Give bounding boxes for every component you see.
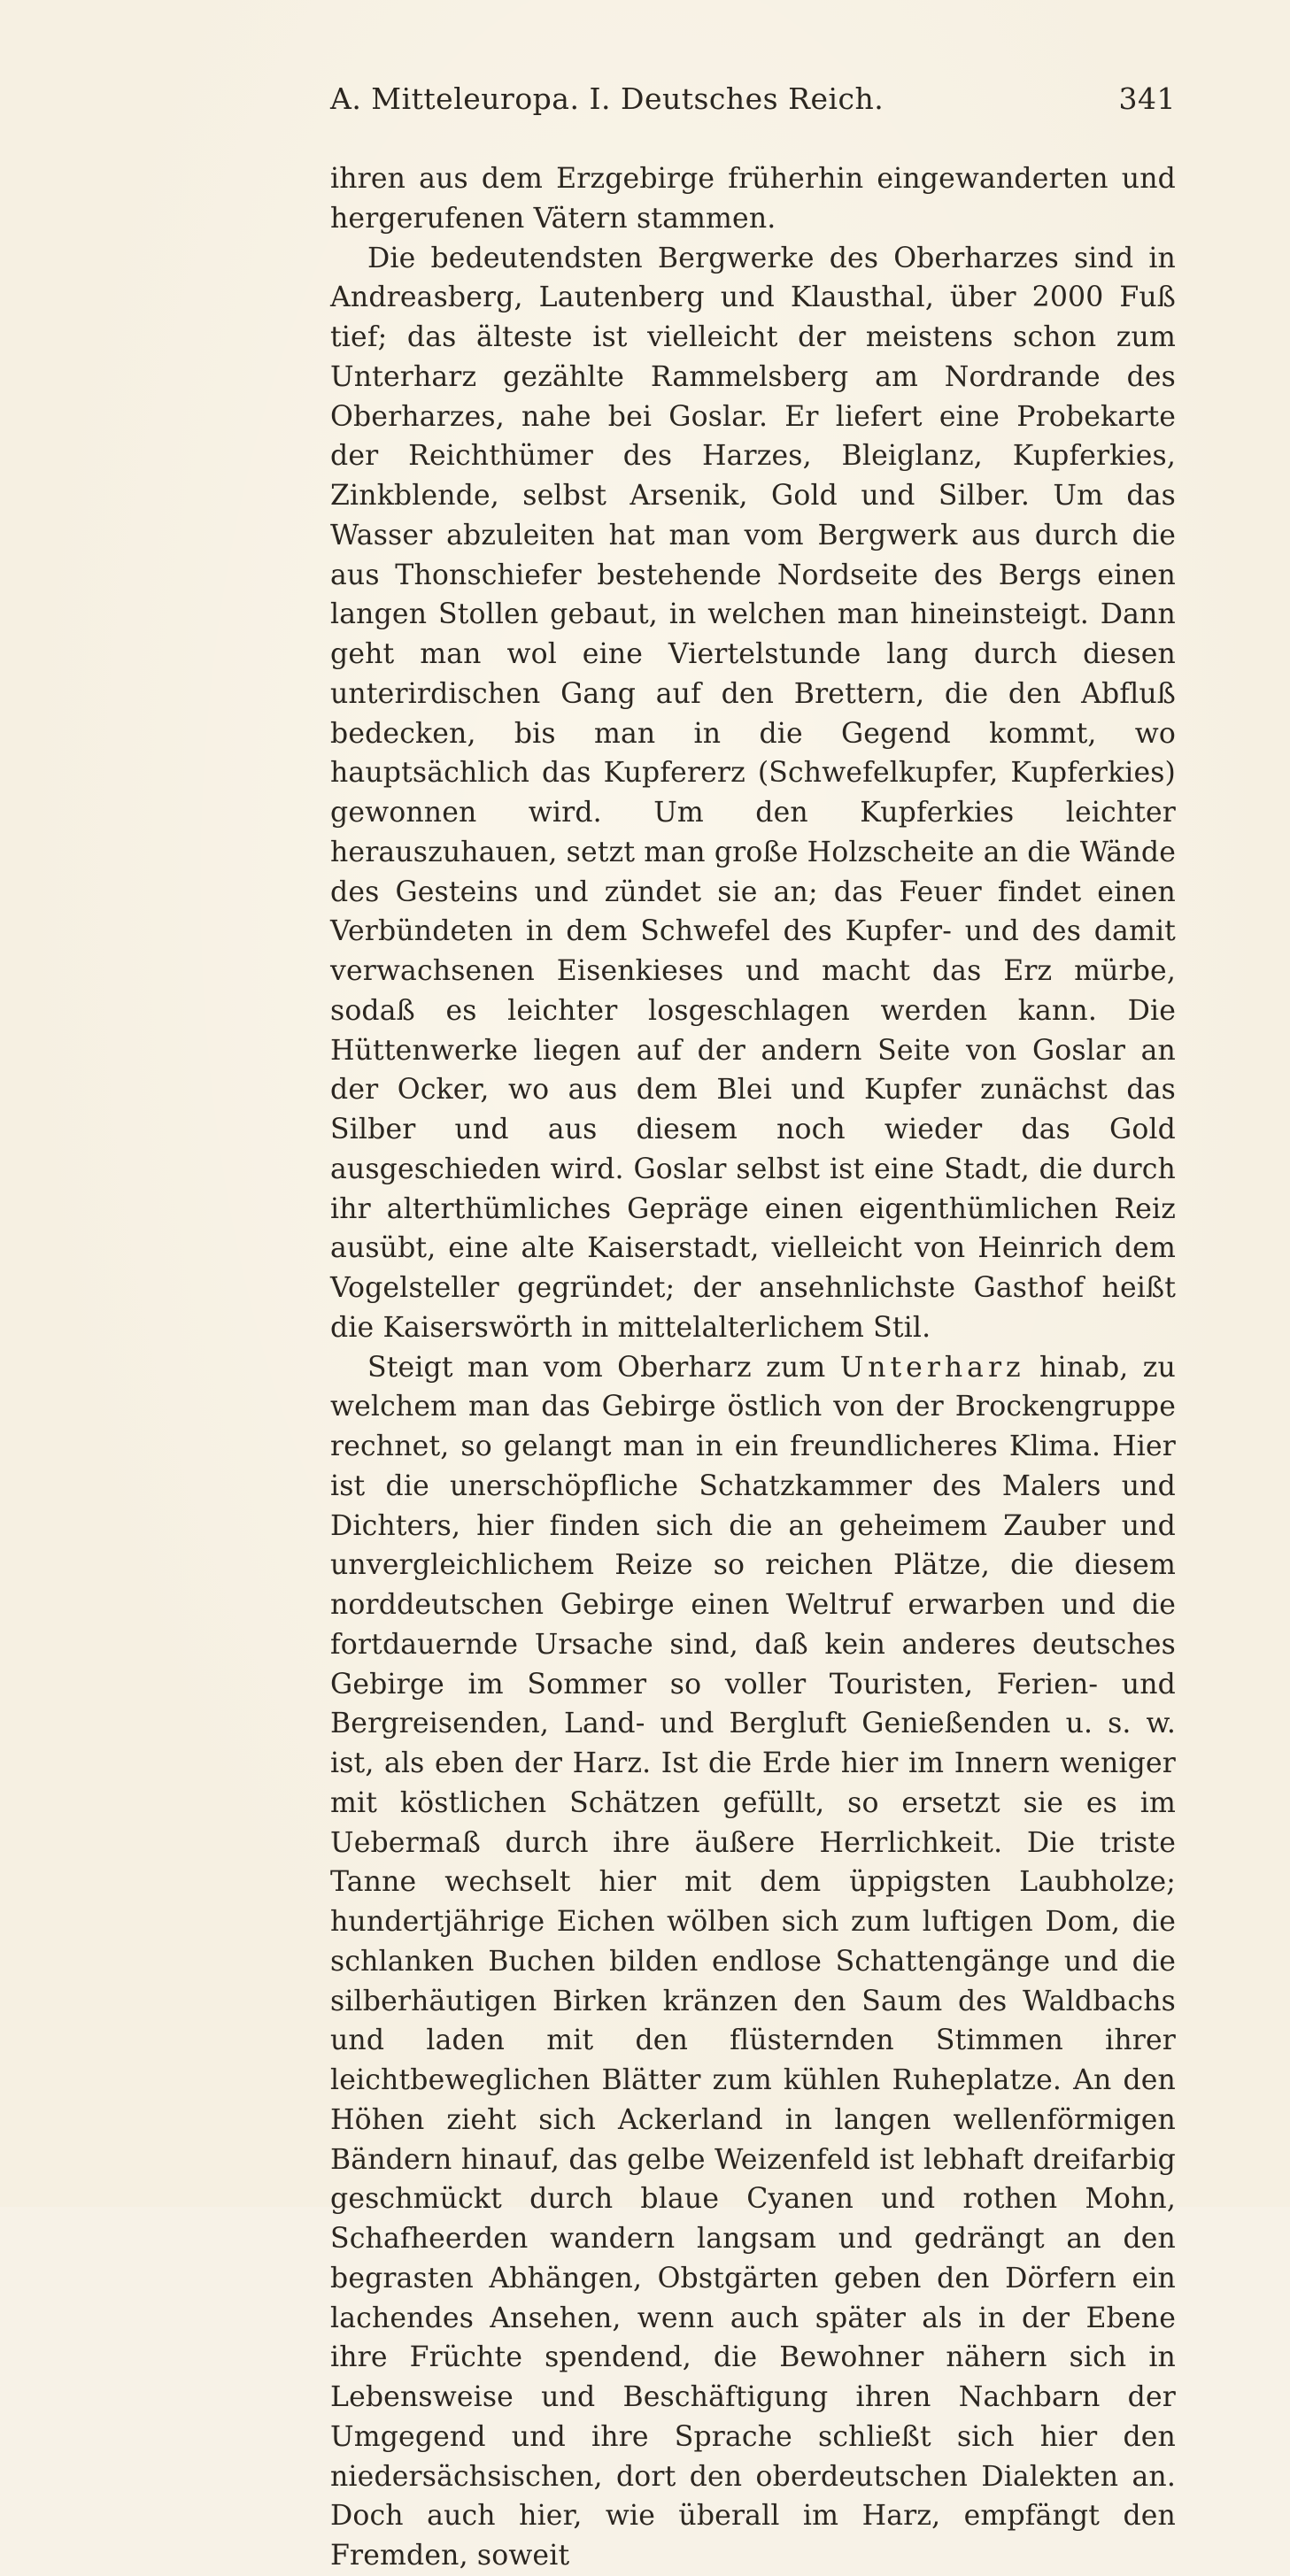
- running-title: A. Mitteleuropa. I. Deutsches Reich.: [330, 81, 884, 116]
- paragraph-2: Die bedeutendsten Bergwerke des Oberharzes sind in Andreasberg, Lautenberg und Klausthal, über 2000 Fuß tief; das älteste ist vielleicht der meistens schon zum Unterharz gezählte Rammelsberg am Nordrande des Oberharzes, nahe bei Goslar. Er liefert eine Probekarte der Reichthümer des Harzes, Bleiglanz, Kupferkies, Zinkblende, selbst Arsenik, Gold und Silber. Um das Wasser abzuleiten hat man vom Bergwerk aus durch die aus Thonschiefer bestehende Nordseite des Bergs einen langen Stollen gebaut, in welchen man hineinsteigt. Dann geht man wol eine Viertelstunde lang durch diesen unterirdischen Gang auf den Brettern, die den Abfluß bedecken, bis man in die Gegend kommt, wo hauptsächlich das Kupfererz (Schwefelkupfer, Kupferkies) gewonnen wird. Um den Kupferkies leichter herauszuhauen, setzt man große Holzscheite an die Wände des Gesteins und zündet sie an; das Feuer findet einen Verbündeten in dem Schwefel des Kupfer- und des damit verwachsenen Eisenkieses und macht das Erz mürbe, sodaß es leichter losgeschlagen werden kann. Die Hüttenwerke liegen auf der andern Seite von Goslar an der Ocker, wo aus dem Blei und Kupfer zunächst das Silber und aus diesem noch wieder das Gold ausgeschieden wird. Goslar selbst ist eine Stadt, die durch ihr alterthümliches Gepräge einen eigenthümlichen Reiz ausübt, eine alte Kaiserstadt, vielleicht von Heinrich dem Vogelsteller gegründet; der ansehnlichste Gasthof heißt die Kaiserswörth in mittelalterlichem Stil.: [330, 242, 1176, 1344]
- page-number: 341: [1118, 81, 1176, 116]
- paragraph-3-rest: hinab, zu welchem man das Gebirge östlich von der Brockengruppe rechnet, so gelangt man in ein freundlicheres Klima. Hier ist die unerschöpfliche Schatzkammer des Malers und Dichters, hier finden sich die an geheimem Zauber und unvergleichlichem Reize so reichen Plätze, die diesem norddeutschen Gebirge einen Weltruf erwarben und die fortdauernde Ursache sind, daß kein anderes deutsches Gebirge im Sommer so voller Touristen, Ferien- und Bergreisenden, Land- und Bergluft Genießenden u. s. w. ist, als eben der Harz. Ist die Erde hier im Innern weniger mit köstlichen Schätzen gefüllt, so ersetzt sie es im Uebermaß durch ihre äußere Herrlichkeit. Die triste Tanne wechselt hier mit dem üppigsten Laubholze; hundertjährige Eichen wölben sich zum luftigen Dom, die schlanken Buchen bilden endlose Schattengänge und die silberhäutigen Birken kränzen den Saum des Waldbachs und laden mit den flüsternden Stimmen ihrer leichtbeweglichen Blätter zum kühlen Ruheplatze. An den Höhen zieht sich Ackerland in langen wellenförmigen Bändern hinauf, das gelbe Weizenfeld ist lebhaft dreifarbig geschmückt durch blaue Cyanen und rothen Mohn, Schafheerden wandern langsam und gedrängt an den begrasten Abhängen, Obstgärten geben den Dörfern ein lachendes Ansehen, wenn auch später als in der Ebene ihre Früchte spendend, die Bewohner nähern sich in Lebensweise und Beschäftigung ihren Nachbarn der Umgegend und ihre Sprache schließt sich hier den niedersächsischen, dort den oberdeutschen Dialekten an. Doch auch hier, wie überall im Harz, empfängt den Fremden, soweit: [330, 1351, 1176, 2572]
- page-header: [330, 81, 1176, 126]
- paragraph-3: [330, 1348, 1176, 2576]
- emphasized-term-unterharz: Unterharz: [839, 1351, 1025, 1384]
- body-text: [330, 159, 1176, 2576]
- paragraph-3-start: Steigt man vom Oberharz zum: [367, 1351, 840, 1384]
- paragraph-1: ihren aus dem Erzgebirge früherhin eingewanderten und hergerufenen Vätern stammen.: [330, 163, 1176, 235]
